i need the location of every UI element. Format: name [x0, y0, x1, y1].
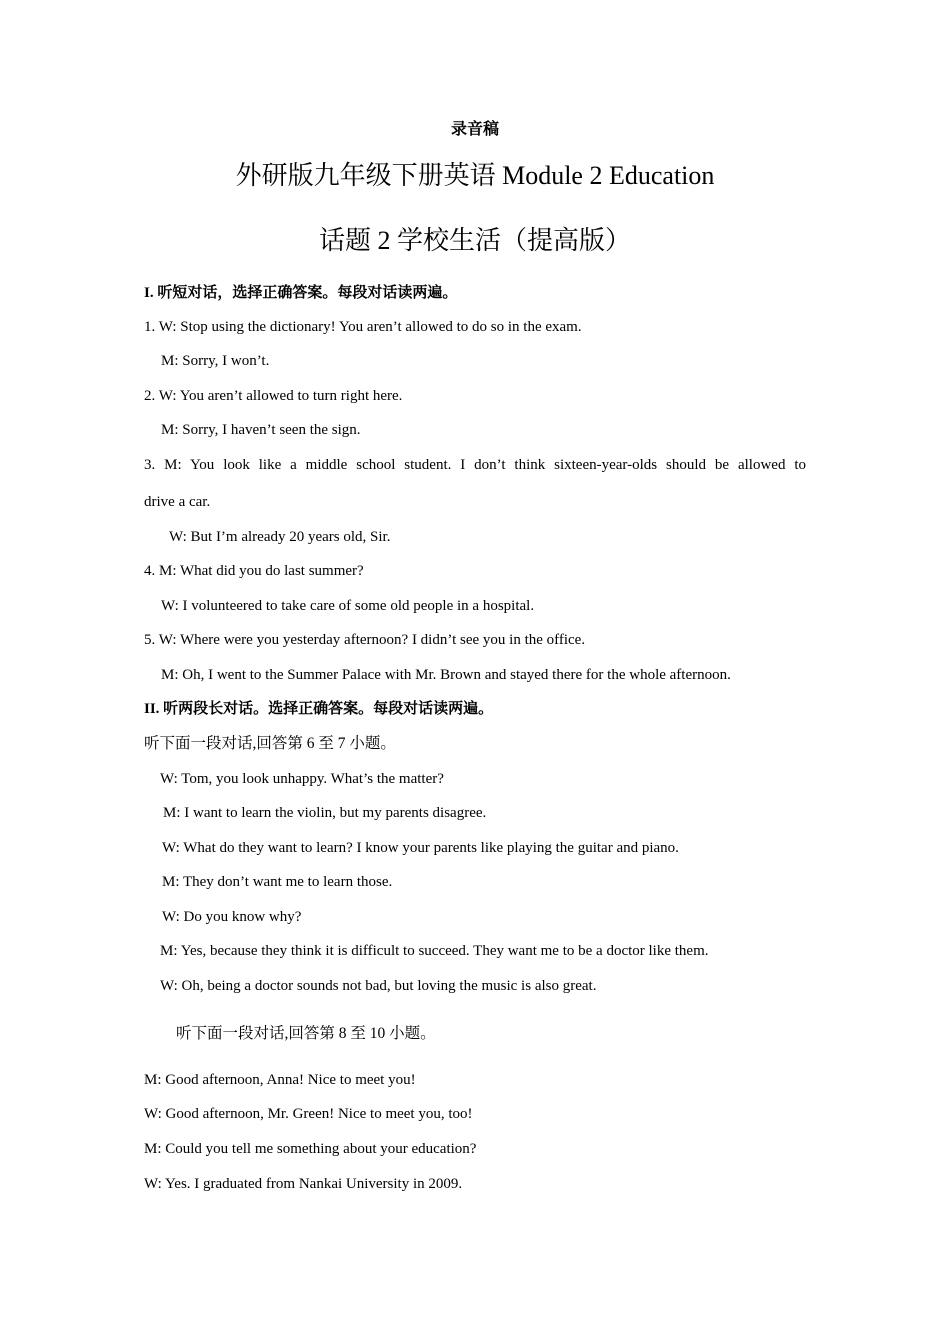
- dialog-line: W: But I’m already 20 years old, Sir.: [169, 529, 391, 545]
- dialog-line: W: Yes. I graduated from Nankai University in 2009.: [144, 1176, 463, 1192]
- dialog-line: W: Oh, being a doctor sounds not bad, but loving the music is also great.: [160, 978, 597, 994]
- dialog-line: M: I want to learn the violin, but my parents disagree.: [163, 805, 487, 821]
- document-title: 外研版九年级下册英语 Module 2 Education: [235, 161, 715, 190]
- recording-script-label: 录音稿: [450, 119, 499, 138]
- dialog-line: 3. M: You look like a middle school student. I don’t think sixteen-year-olds should be allowed to: [144, 457, 806, 473]
- dialog-line: 2. W: You aren’t allowed to turn right here.: [144, 388, 403, 404]
- dialog-line: drive a car.: [144, 494, 211, 510]
- dialog-1-intro: 听下面一段对话,回答第 6 至 7 小题。: [144, 735, 396, 752]
- dialog-line: W: I volunteered to take care of some old people in a hospital.: [161, 598, 535, 614]
- section-2-heading: II. 听两段长对话。选择正确答案。每段对话读两遍。: [144, 701, 494, 717]
- dialog-line: W: Do you know why?: [162, 909, 302, 925]
- dialog-line: 1. W: Stop using the dictionary! You aren’t allowed to do so in the exam.: [144, 319, 582, 335]
- dialog-line: W: What do they want to learn? I know your parents like playing the guitar and piano.: [162, 840, 679, 856]
- document-subtitle: 话题 2 学校生活（提高版）: [318, 226, 631, 255]
- dialog-line: W: Good afternoon, Mr. Green! Nice to meet you, too!: [144, 1106, 473, 1122]
- dialog-line: M: Oh, I went to the Summer Palace with Mr. Brown and stayed there for the whole afternoon.: [161, 667, 731, 683]
- dialog-line: M: Could you tell me something about your education?: [144, 1141, 477, 1157]
- dialog-line: M: Sorry, I haven’t seen the sign.: [161, 422, 361, 438]
- dialog-line: M: Sorry, I won’t.: [161, 353, 270, 369]
- dialog-line: M: They don’t want me to learn those.: [162, 874, 393, 890]
- dialog-line: W: Tom, you look unhappy. What’s the matter?: [160, 771, 444, 787]
- section-1-heading: I. 听短对话，选择正确答案。每段对话读两遍。: [144, 285, 458, 301]
- dialog-line: 5. W: Where were you yesterday afternoon? I didn’t see you in the office.: [144, 632, 586, 648]
- dialog-2-intro: 听下面一段对话,回答第 8 至 10 小题。: [176, 1025, 436, 1042]
- dialog-line: 4. M: What did you do last summer?: [144, 563, 364, 579]
- dialog-line: M: Yes, because they think it is difficult to succeed. They want me to be a doctor like them.: [160, 943, 709, 959]
- dialog-line: M: Good afternoon, Anna! Nice to meet you!: [144, 1072, 416, 1088]
